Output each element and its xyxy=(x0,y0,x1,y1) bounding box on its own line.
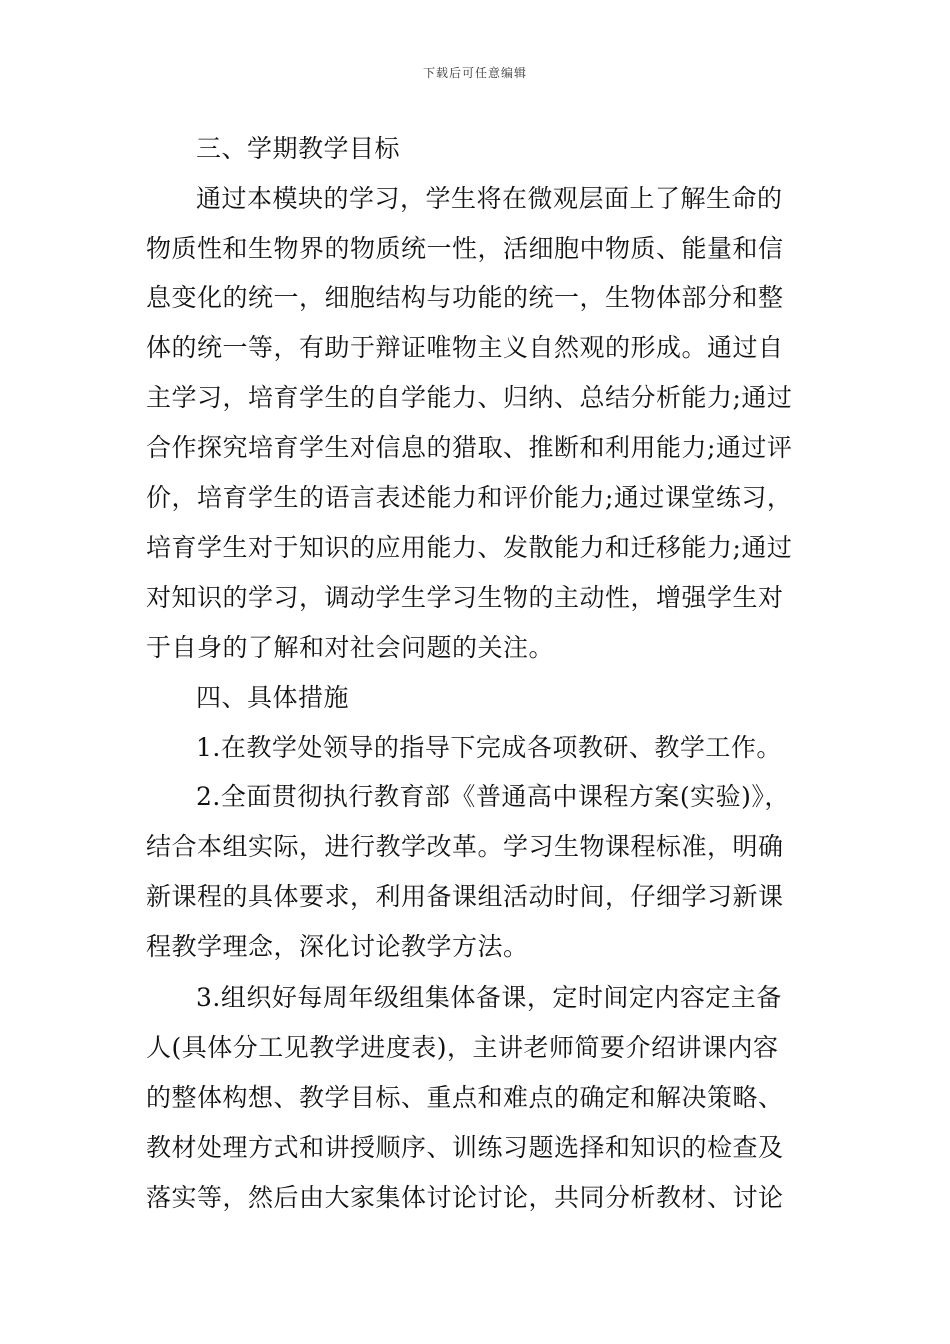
section-heading: 四、具体措施 xyxy=(196,683,350,712)
paragraph-line: 培育学生对于知识的应用能力、发散能力和迁移能力;通过 xyxy=(146,533,793,562)
paragraph-line: 物质性和生物界的物质统一性，活细胞中物质、能量和信 xyxy=(146,234,784,263)
paragraph-line: 息变化的统一，细胞结构与功能的统一，生物体部分和整 xyxy=(146,283,784,312)
paragraph-line: 对知识的学习，调动学生学习生物的主动性，增强学生对 xyxy=(146,583,784,612)
list-item: 1.在教学处领导的指导下完成各项教研、教学工作。 xyxy=(196,733,782,762)
paragraph-line: 通过本模块的学习，学生将在微观层面上了解生命的 xyxy=(196,184,783,213)
paragraph-line: 于自身的了解和对社会问题的关注。 xyxy=(146,633,555,662)
paragraph-line: 合作探究培育学生对信息的猎取、推断和利用能力;通过评 xyxy=(146,433,793,462)
paragraph-line: 体的统一等，有助于辩证唯物主义自然观的形成。通过自 xyxy=(146,333,784,362)
page-header: 下载后可任意编辑 xyxy=(422,66,527,80)
paragraph-line: 落实等，然后由大家集体讨论讨论，共同分析教材、讨论 xyxy=(146,1183,784,1212)
paragraph-line: 价，培育学生的语言表述能力和评价能力;通过课堂练习， xyxy=(146,483,793,512)
paragraph-line: 结合本组实际，进行教学改革。学习生物课程标准，明确 xyxy=(146,832,784,861)
paragraph-line: 主学习，培育学生的自学能力、归纳、总结分析能力;通过 xyxy=(146,383,793,412)
paragraph-line: 人(具体分工见教学进度表)，主讲老师简要介绍讲课内容 xyxy=(146,1033,779,1062)
paragraph-line: 程教学理念，深化讨论教学方法。 xyxy=(146,932,529,961)
list-item: 2.全面贯彻执行教育部《普通高中课程方案(实验)》， xyxy=(196,782,790,811)
paragraph-line: 教材处理方式和讲授顺序、训练习题选择和知识的检查及 xyxy=(146,1133,784,1162)
list-item: 3.组织好每周年级组集体备课，定时间定内容定主备 xyxy=(196,983,782,1012)
section-heading: 三、学期教学目标 xyxy=(196,134,401,163)
paragraph-line: 的整体构想、教学目标、重点和难点的确定和解决策略、 xyxy=(146,1083,784,1112)
paragraph-line: 新课程的具体要求，利用备课组活动时间，仔细学习新课 xyxy=(146,882,784,911)
